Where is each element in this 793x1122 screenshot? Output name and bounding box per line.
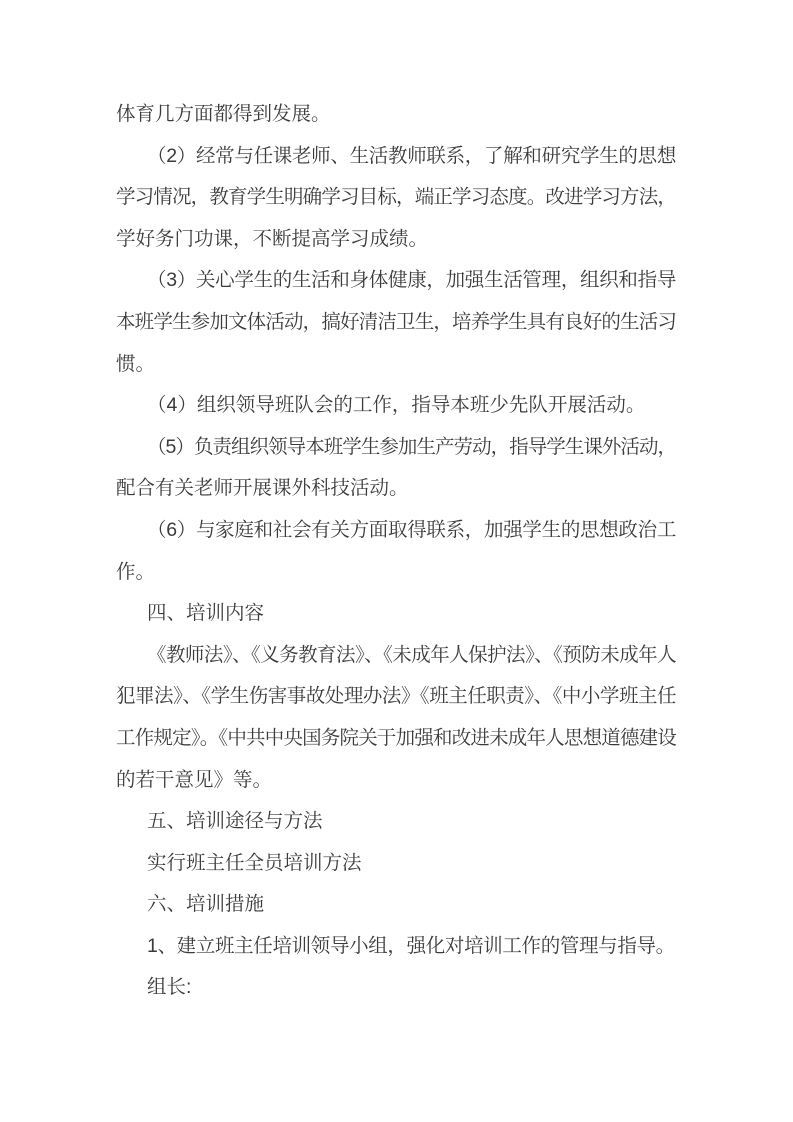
document-body bbox=[116, 94, 676, 1009]
text-line: 组长: bbox=[147, 976, 192, 999]
text-line: 五、培训途径与方法 bbox=[147, 810, 323, 833]
text-line: 工作规定》。《中共中央国务院关于加强和改进未成年人思想道德建设 bbox=[116, 726, 676, 749]
text-line: 《教师法》、《义务教育法》、《未成年人保护法》、《预防未成年人 bbox=[147, 643, 676, 666]
text-line: 学好务门功课，不断提高学习成绩。 bbox=[116, 227, 429, 250]
text-line: 六、培训措施 bbox=[147, 893, 265, 916]
text-line: 配合有关老师开展课外科技活动。 bbox=[116, 477, 409, 500]
text-line: 的若干意见》等。 bbox=[116, 768, 273, 791]
text-line: （6）与家庭和社会有关方面取得联系，加强学生的思想政治工 bbox=[147, 518, 676, 541]
text-line: （3）关心学生的生活和身体健康，加强生活管理，组织和指导 bbox=[147, 269, 676, 292]
text-line: 本班学生参加文体活动，搞好清洁卫生，培养学生具有良好的生活习 bbox=[116, 310, 676, 333]
text-line: 学习情况，教育学生明确学习目标，端正学习态度。改进学习方法， bbox=[116, 186, 676, 209]
text-line: 1、建立班主任培训领导小组，强化对培训工作的管理与指导。 bbox=[147, 934, 675, 957]
text-line: 四、培训内容 bbox=[147, 602, 265, 625]
text-line: （4）组织领导班队会的工作，指导本班少先队开展活动。 bbox=[147, 394, 646, 417]
text-line: 犯罪法》、《学生伤害事故处理办法》《班主任职责》、《中小学班主任 bbox=[116, 685, 676, 708]
text-line: （5）负责组织领导本班学生参加生产劳动，指导学生课外活动， bbox=[147, 435, 676, 458]
text-line: 惯。 bbox=[116, 352, 156, 375]
text-line: 体育几方面都得到发展。 bbox=[116, 103, 331, 125]
text-line: （2）经常与任课老师、生活教师联系，了解和研究学生的思想 bbox=[147, 144, 676, 167]
text-line: 实行班主任全员培训方法 bbox=[147, 851, 362, 874]
text-line: 作。 bbox=[116, 560, 156, 583]
